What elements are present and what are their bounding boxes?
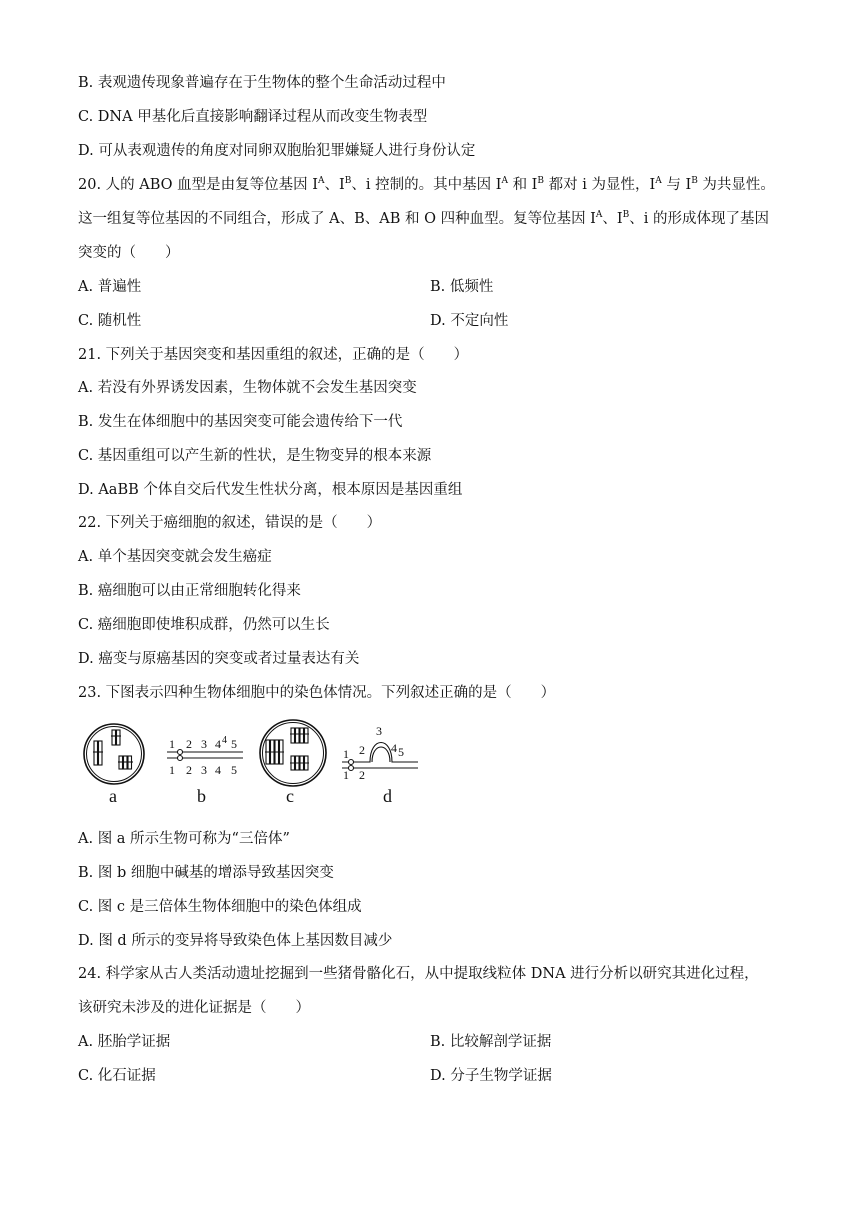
figure-b-bottom-gene-label: 4 (215, 763, 221, 777)
q24-stem-line1: 24. 科学家从古人类活动遗址挖掘到一些猪骨骼化石，从中提取线粒体 DNA 进行分析以研究其进化过程， (78, 966, 759, 982)
q20-option-c: C. 随机性 (78, 313, 142, 329)
q19-option-c: C. DNA 甲基化后直接影响翻译过程从而改变生物表型 (78, 109, 428, 125)
q20-option-d: D. 不定向性 (430, 313, 509, 329)
figure-b-top-gene-label: 4 (222, 735, 227, 746)
figure-b-label: b (197, 786, 206, 806)
q23-option-c: C. 图 c 是三倍体生物体细胞中的染色体组成 (78, 899, 362, 915)
q23-option-d: D. 图 d 所示的变异将导致染色体上基因数目减少 (78, 933, 393, 949)
q23-stem: 23. 下图表示四种生物体细胞中的染色体情况。下列叙述正确的是（ ） (78, 685, 556, 701)
q22-stem: 22. 下列关于癌细胞的叙述，错误的是（ ） (78, 515, 382, 531)
figure-b-top-gene-label: 4 (215, 737, 221, 751)
figure-b-bottom-gene-label: 1 (169, 763, 175, 777)
q20-stem-line2: 这一组复等位基因的不同组合，形成了 A、B、AB 和 O 四种血型。复等位基因 $I^A$、$I^B$、i 的形成体现了基因 (78, 210, 770, 227)
figure-d-bottom-gene-label: 1 (343, 768, 349, 782)
figure-d-top-gene-label: 3 (376, 724, 382, 738)
q21-stem: 21. 下列关于基因突变和基因重组的叙述，正确的是（ ） (78, 347, 469, 363)
figure-b-top-gene-label: 1 (169, 737, 175, 751)
q24-option-a: A. 胚胎学证据 (78, 1034, 171, 1050)
figure-b-top-gene-label: 3 (201, 737, 207, 751)
q20-stem-line1: 20. 人的 ABO 血型是由复等位基因 $I^A$、$I^B$、i 控制的。其中基因 $I^A$ 和 $I^B$ 都对 i 为显性，$I^A$ 与 $I^B$ 为共显性。 (78, 176, 775, 193)
q19-option-d: D. 可从表观遗传的角度对同卵双胞胎犯罪嫌疑人进行身份认定 (78, 143, 476, 159)
q22-option-b: B. 癌细胞可以由正常细胞转化得来 (78, 583, 301, 599)
figure-d-top-gene-label: 4 (391, 741, 397, 755)
q20-option-b: B. 低频性 (430, 279, 494, 295)
q20-stem-line3: 突变的（ ） (78, 245, 180, 261)
q24-option-c: C. 化石证据 (78, 1068, 156, 1084)
figure-b-top-gene-label: 5 (231, 737, 237, 751)
figure-b-chromosome-diagram (165, 730, 245, 780)
q23-option-b: B. 图 b 细胞中碱基的增添导致基因突变 (78, 865, 334, 881)
figure-d-bottom-gene-label: 2 (359, 768, 365, 782)
q22-option-a: A. 单个基因突变就会发生癌症 (78, 549, 272, 565)
figure-c-cell-diagram (255, 718, 331, 788)
q24-option-d: D. 分子生物学证据 (430, 1068, 552, 1084)
figure-b-bottom-gene-label: 3 (201, 763, 207, 777)
figure-d-top-gene-label: 5 (398, 745, 404, 759)
figure-b-top-gene-label: 2 (186, 737, 192, 751)
q21-option-b: B. 发生在体细胞中的基因突变可能会遗传给下一代 (78, 414, 403, 430)
q22-option-d: D. 癌变与原癌基因的突变或者过量表达有关 (78, 651, 360, 667)
q21-option-d: D. AaBB 个体自交后代发生性状分离，根本原因是基因重组 (78, 482, 463, 498)
figure-b-bottom-gene-label: 5 (231, 763, 237, 777)
q23-option-a: A. 图 a 所示生物可称为“三倍体” (78, 831, 290, 847)
q22-option-c: C. 癌细胞即使堆积成群，仍然可以生长 (78, 617, 330, 633)
q19-option-b: B. 表观遗传现象普遍存在于生物体的整个生命活动过程中 (78, 75, 446, 91)
figure-c-label: c (286, 786, 294, 806)
figure-a-cell-diagram (78, 722, 150, 786)
figure-d-top-gene-label: 2 (359, 743, 365, 757)
q20-option-a: A. 普遍性 (78, 279, 142, 295)
q24-stem-line2: 该研究未涉及的进化证据是（ ） (78, 1000, 310, 1016)
figure-a-label: a (109, 786, 117, 806)
figure-d-top-gene-label: 1 (343, 747, 349, 761)
q21-option-a: A. 若没有外界诱发因素，生物体就不会发生基因突变 (78, 380, 417, 396)
figure-b-bottom-gene-label: 2 (186, 763, 192, 777)
figure-d-label: d (383, 786, 392, 806)
q24-option-b: B. 比较解剖学证据 (430, 1034, 552, 1050)
figure-d-chromosome-diagram (340, 722, 422, 782)
q21-option-c: C. 基因重组可以产生新的性状，是生物变异的根本来源 (78, 448, 432, 464)
